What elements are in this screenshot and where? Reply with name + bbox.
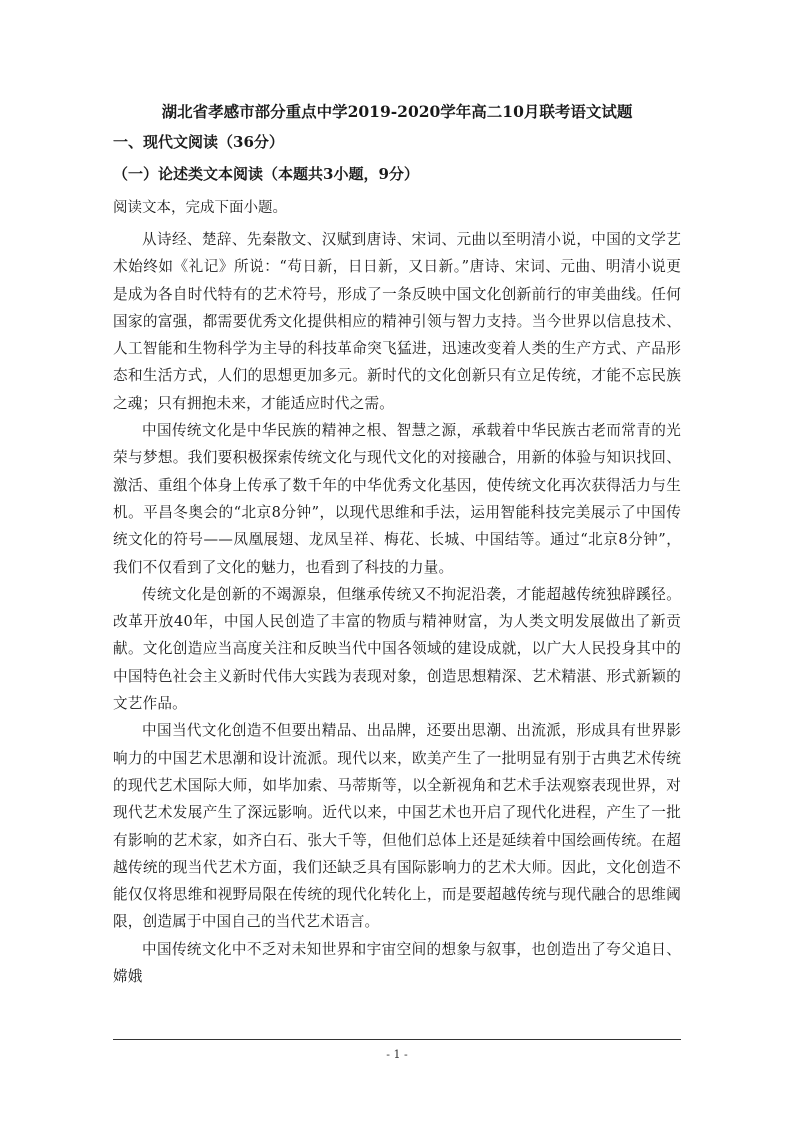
footer-divider <box>113 1039 681 1040</box>
passage-paragraph-2: 中国传统文化是中华民族的精神之根、智慧之源，承载着中华民族古老而常青的光荣与梦想。我们要积极探索传统文化与现代文化的对接融合，用新的体验与知识找回、激活、重组个体身上传承了数千年的中华优秀文化基因，使传统文化再次获得活力与生机。平昌冬奥会的“北京8分钟”，以现代思维和手法，运用智能科技完美展示了中国传统文化的符号——凤凰展翅、龙凤呈祥、梅花、长城、中国结等。通过“北京8分钟”，我们不仅看到了文化的魅力，也看到了科技的力量。 <box>113 422 681 576</box>
passage-paragraph-5: 中国传统文化中不乏对未知世界和宇宙空间的想象与叙事，也创造出了夸父追日、嫦娥 <box>113 940 681 986</box>
passage-paragraph-4: 中国当代文化创造不但要出精品、出品牌，还要出思潮、出流派，形成具有世界影响力的中国艺术思潮和设计流派。现代以来，欧美产生了一批明显有别于古典艺术传统的现代艺术国际大师，如毕加索、马蒂斯等，以全新视角和艺术手法观察表现世界，对现代艺术发展产生了深远影响。近代以来，中国艺术也开启了现代化进程，产生了一批有影响的艺术家，如齐白石、张大千等，但他们总体上还是延续着中国绘画传统。在超越传统的现当代艺术方面，我们还缺乏具有国际影响力的艺术大师。因此，文化创造不能仅仅将思维和视野局限在传统的现代化转化上，而是要超越传统与现代融合的思维阈限，创造属于中国自己的当代艺术语言。 <box>113 722 681 931</box>
passage-paragraph-3: 传统文化是创新的不竭源泉，但继承传统又不拘泥沿袭，才能超越传统独辟蹊径。改革开放40年，中国人民创造了丰富的物质与精神财富，为人类文明发展做出了新贡献。文化创造应当高度关注和反映当代中国各领域的建设成就，以广大人民投身其中的中国特色社会主义新时代伟大实践为表现对象，创造思想精深、艺术精湛、形式新颖的文艺作品。 <box>113 585 681 713</box>
subsection-heading: （一）论述类文本阅读（本题共3小题，9分） <box>113 165 419 183</box>
passage-body <box>113 226 681 990</box>
document-title: 湖北省孝感市部分重点中学2019-2020学年高二10月联考语文试题 <box>161 102 633 121</box>
section-heading: 一、现代文阅读（36分） <box>113 133 284 151</box>
passage-paragraph-1: 从诗经、楚辞、先秦散文、汉赋到唐诗、宋词、元曲以至明清小说，中国的文学艺术始终如《礼记》所说：“苟日新，日日新，又日新。”唐诗、宋词、元曲、明清小说更是成为各自时代特有的艺术符号，形成了一条反映中国文化创新前行的审美曲线。任何国家的富强，都需要优秀文化提供相应的精神引领与智力支持。当今世界以信息技术、人工智能和生物科学为主导的科技革命突飞猛进，迅速改变着人类的生产方式、产品形态和生活方式，人们的思想更加多元。新时代的文化创新只有立足传统，才能不忘民族之魂；只有拥抱未来，才能适应时代之需。 <box>113 231 681 412</box>
page-number: - 1 - <box>386 1048 408 1061</box>
reading-instruction: 阅读文本，完成下面小题。 <box>113 200 287 216</box>
